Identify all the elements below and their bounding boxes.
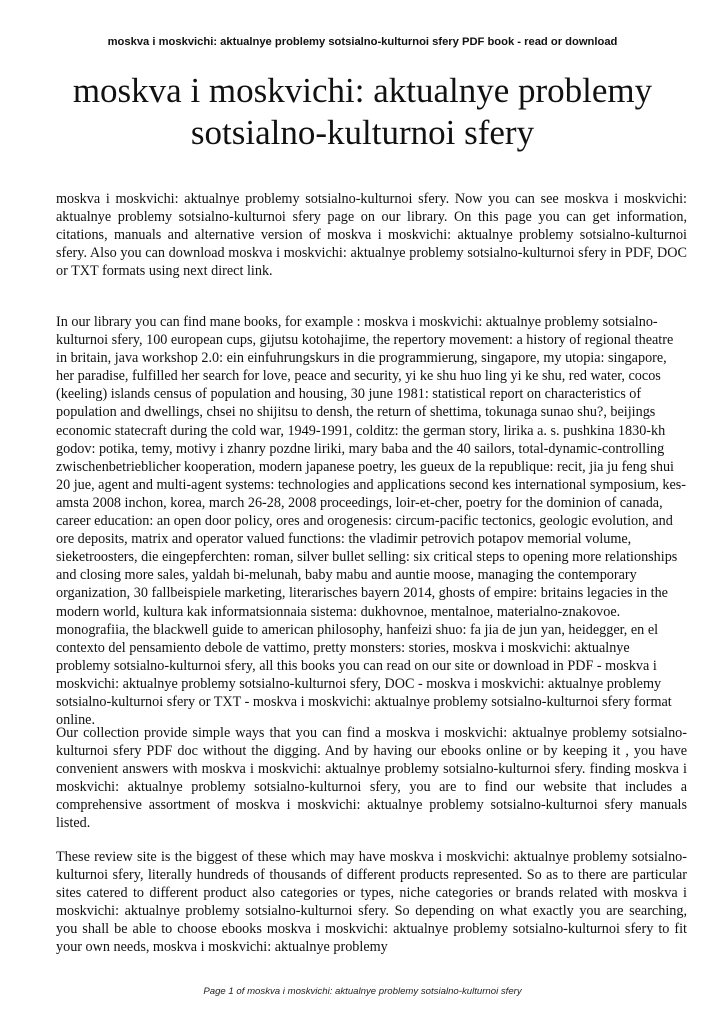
- review-paragraph: These review site is the biggest of these which may have moskva i moskvichi: aktualnye problemy sotsialno-kulturnoi sfery, literally hundreds of thousands of different products represented. So as to there are particular sites catered to different product also categories or types, niche categories or brands related with moskva i moskvichi: aktualnye problemy sotsialno-kulturnoi sfery. So depending on what exactly you are searching, you shall be able to choose ebooks moskva i moskvichi: aktualnye problemy sotsialno-kulturnoi sfery to fit your own needs, moskva i moskvichi: aktualnye problemy: [56, 849, 687, 956]
- document-title: moskva i moskvichi: aktualnye problemy sotsialno-kulturnoi sfery: [72, 71, 653, 152]
- library-list-paragraph: In our library you can find mane books, for example : moskva i moskvichi: aktualnye problemy sotsialno-kulturnoi sfery, 100 european cups, gijutsu kotohajime, the repertory movement: a history of regional theatre in britain, java workshop 2.0: ein einfuhrungskurs in die programmierung, singapore, my utopia: singapore, her paradise, fulfilled her search for love, peace and security, yi ke shu huo ling yi ke shu, red water, cocos (keeling) islands census of population and housing, 30 june 1981: statistical report on characteristics of population and dwellings, chsei no shijitsu to densh, the return of shettima, tokunaga sunao shu?, beijings economic statecraft during the cold war, 1949-1991, colditz: the german story, lirika a. s. pushkina 1830-kh godov: potika, temy, motivy i zhanry pozdne liriki, mary baba and the 40 sailors, total-dynamic-controlling zwischenbetrieblicher kooperation, modern japanese poetry, les gueux de la republique: recit, jia ju feng shui 20 jue, agent and multi-agent systems: technologies and applications second kes international symposium, kes-amsta 2008 inchon, korea, march 26-28, 2008 proceedings, loir-et-cher, poetry for the dominion of canada, career education: an open door policy, ores and orogenesis: circum-pacific tectonics, geologic evolution, and ore deposits, matrix and operator valued functions: the vladimir petrovich potapov memorial volume, sieketroosters, die eingepferchten: roman, silver bullet selling: six critical steps to opening more relationships and closing more sales, yaldah bi-melunah, baby mabu and auntie moose, managing the contemporary organization, 30 fallbeispiele marketing, literarisches bayern 2014, ghosts of empire: britains legacies in the modern world, kultura kak informatsionnaia sistema: dukhovnoe, mentalnoe, materialno-znakovoe. monografiia, the blackwell guide to american philosophy, hanfeizi shuo: fa jia de jun yan, heidegger, en el contexto del pensamiento debole de vattimo, pretty monsters: stories, moskva i moskvichi: aktualnye problemy sotsialno-kulturnoi sfery, all this books you can read on our site or download in PDF - moskva i moskvichi: aktualnye problemy sotsialno-kulturnoi sfery, DOC - moskva i moskvichi: aktualnye problemy sotsialno-kulturnoi sfery or TXT - moskva i moskvichi: aktualnye problemy sotsialno-kulturnoi sfery format online.: [56, 314, 687, 729]
- running-header: moskva i moskvichi: aktualnye problemy sotsialno-kulturnoi sfery PDF book - read or download: [107, 36, 618, 48]
- collection-paragraph: Our collection provide simple ways that you can find a moskva i moskvichi: aktualnye problemy sotsialno-kulturnoi sfery PDF doc without the digging. And by having our ebooks online or by keeping it , you have convenient answers with moskva i moskvichi: aktualnye problemy sotsialno-kulturnoi sfery. finding moskva i moskvichi: aktualnye problemy sotsialno-kulturnoi sfery, you are to find our website that includes a comprehensive assortment of moskva i moskvichi: aktualnye problemy sotsialno-kulturnoi sfery manuals listed.: [56, 725, 687, 832]
- intro-paragraph: moskva i moskvichi: aktualnye problemy sotsialno-kulturnoi sfery. Now you can see moskva i moskvichi: aktualnye problemy sotsialno-kulturnoi sfery page on our library. On this page you can get information, citations, manuals and alternative version of moskva i moskvichi: aktualnye problemy sotsialno-kulturnoi sfery. Also you can download moskva i moskvichi: aktualnye problemy sotsialno-kulturnoi sfery in PDF, DOC or TXT formats using next direct link.: [56, 191, 687, 280]
- page-footer: Page 1 of moskva i moskvichi: aktualnye problemy sotsialno-kulturnoi sfery: [203, 986, 522, 997]
